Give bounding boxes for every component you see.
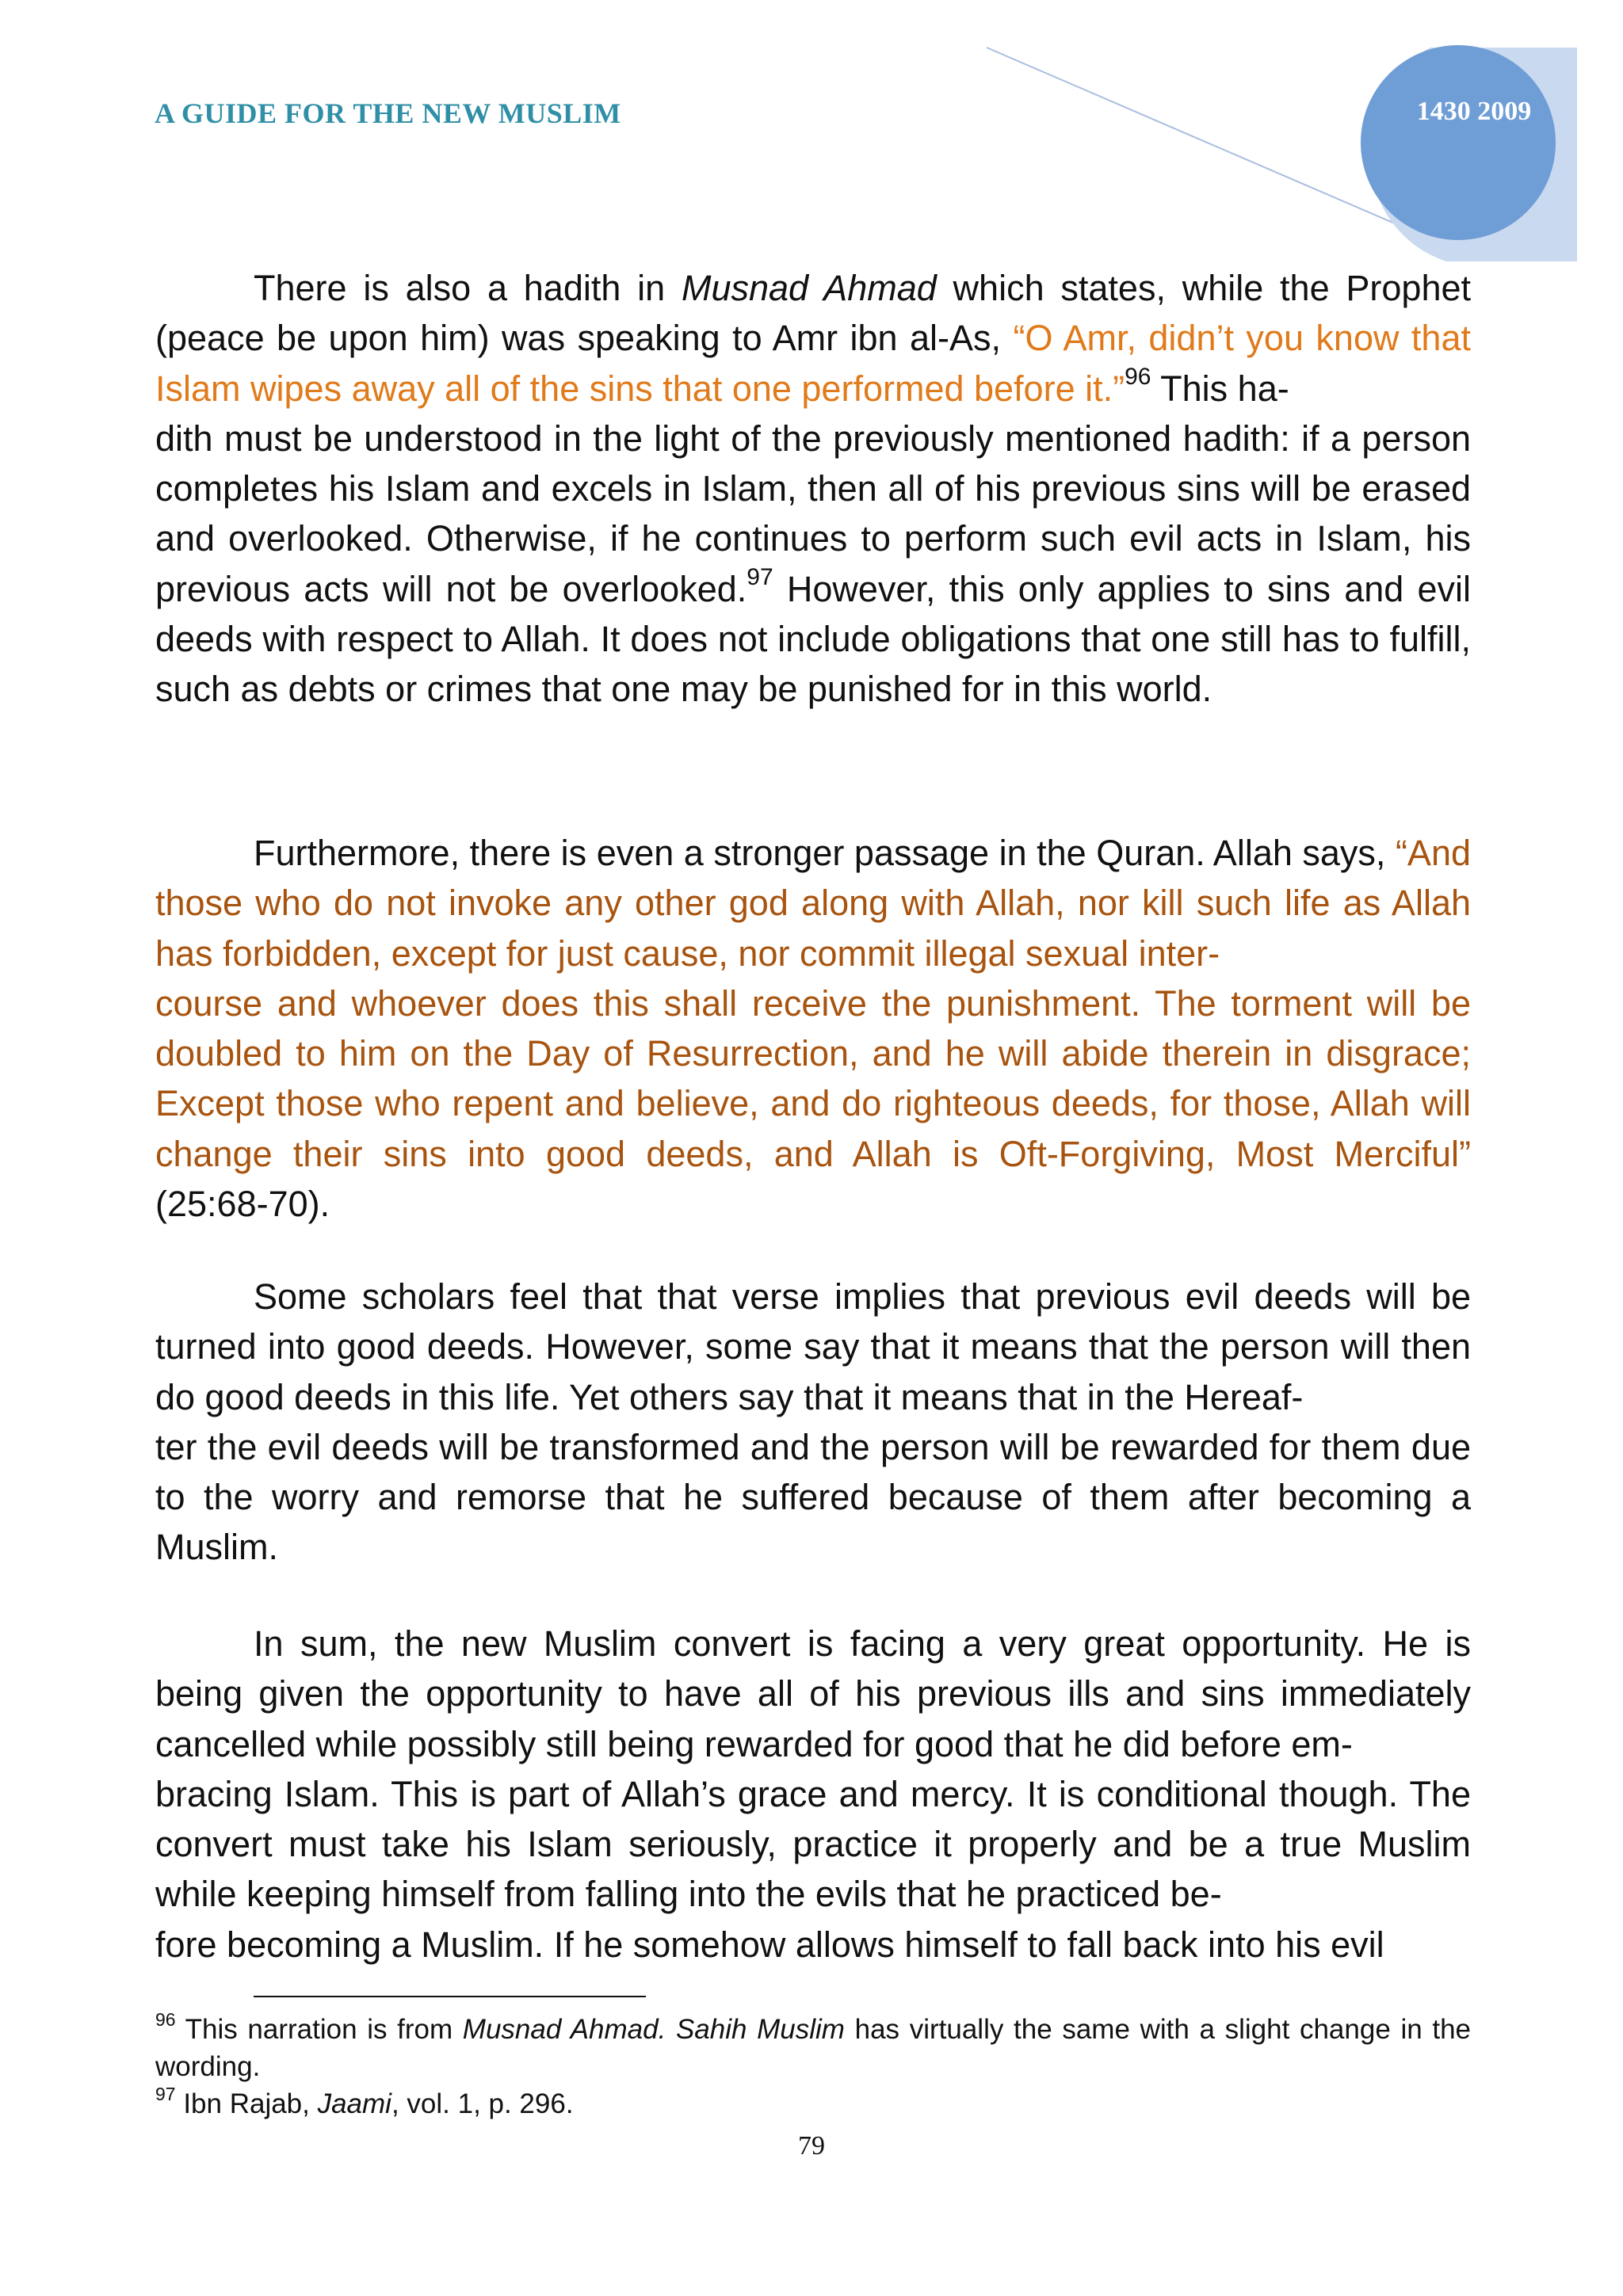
footnotes bbox=[155, 2008, 1472, 2122]
text-run: fore becoming a Muslim. If he somehow allows himself to fall back into his evil bbox=[155, 1924, 1384, 1965]
paragraph-2 bbox=[155, 828, 1471, 1229]
text-run: bracing Islam. This is part of Allah’s grace and mercy. It is conditional though. The convert must take his Islam seriously, practice it properly and be a true Muslim while keeping himself from falling into the evils that he practiced be- bbox=[155, 1773, 1471, 1915]
text-run: Furthermore, there is even a stronger passage in the Quran. Allah says, bbox=[254, 833, 1396, 873]
header-diagonal-line bbox=[987, 48, 1419, 234]
paragraph-3 bbox=[155, 1272, 1471, 1573]
text-run: This narration is from bbox=[175, 2014, 463, 2045]
footnote-ref-96[interactable]: 96 bbox=[1125, 363, 1151, 390]
running-header-year: 1430 2009 bbox=[1416, 97, 1532, 126]
text-run: ter the evil deeds will be transformed and the person will be rewarded for them due to the worry and remorse that he suffered because of them after becoming a Muslim. bbox=[155, 1426, 1471, 1568]
hadith-quote: “O Amr, didn’t you know that Islam wipes away all of the sins that one performed before it.” bbox=[155, 318, 1471, 409]
header-inner-circle bbox=[1361, 45, 1556, 240]
footnote-ref-97[interactable]: 97 bbox=[747, 563, 773, 590]
text-run: In sum, the new Muslim convert is facing a very great opportunity. He is being given the opportunity to have all of his previous ills and sins immediately cancelled while possibly still being rewarded for good that he did before em- bbox=[155, 1623, 1471, 1764]
quran-quote: “And those who do not invoke any other god along with Allah, nor kill such life as Allah has forbidden, except for just cause, nor commit illegal sexual inter- bbox=[155, 833, 1471, 974]
footnote-number: 97 bbox=[155, 2083, 176, 2104]
italic-title: Musnad Ahmad bbox=[681, 268, 937, 308]
text-run: There is also a hadith in bbox=[254, 268, 682, 308]
footnote-number: 96 bbox=[155, 2008, 176, 2030]
italic-title: Musnad Ahmad. Sahih Muslim bbox=[462, 2014, 845, 2045]
footnote-97 bbox=[155, 2085, 1471, 2122]
text-run: which states, while the Prophet (peace be upon him) was speaking to Amr ibn al-As, bbox=[155, 268, 1471, 359]
verse-reference: (25:68-70). bbox=[155, 1184, 330, 1225]
text-run: , vol. 1, p. 296. bbox=[391, 2088, 574, 2119]
paragraph-1 bbox=[155, 263, 1471, 715]
text-run: However, this only applies to sins and evil deeds with respect to Allah. It does not include obligations that one still has to fulfill, such as debts or crimes that one may be punished for in this world. bbox=[155, 568, 1471, 710]
quran-quote: course and whoever does this shall receive the punishment. The torment will be doubled to him on the Day of Resurrection, and he will abide therein in disgrace; Except those who repent and believe, and do righteous deeds, for those, Allah will change their sins into good deeds, and Allah is Oft-Forgiving, Most Merciful” bbox=[155, 982, 1471, 1174]
footnote-96 bbox=[155, 2008, 1472, 2085]
page-number: 79 bbox=[798, 2131, 825, 2161]
text-run: dith must be understood in the light of the previously mentioned hadith: if a person completes his Islam and excels in Islam, then all of his previous sins will be erased and overlooked. Otherwise, if he continues to perform such evil acts in Islam, his previous acts will not be overlooked. bbox=[155, 418, 1471, 609]
footnote-separator bbox=[254, 1996, 646, 1997]
text-run: Some scholars feel that that verse implies that previous evil deeds will be turned into good deeds. However, some say that it means that the person will then do good deeds in this life. Yet others say that it means that in the Hereaf- bbox=[155, 1276, 1471, 1417]
running-header-title: A GUIDE FOR THE NEW MUSLIM bbox=[155, 97, 621, 129]
text-run: This ha- bbox=[1151, 368, 1289, 409]
paragraph-4 bbox=[155, 1619, 1471, 1970]
italic-title: Jaami bbox=[317, 2088, 391, 2119]
text-run: Ibn Rajab, bbox=[175, 2088, 318, 2119]
text-run: has virtually the same with a slight change in the wording. bbox=[155, 2014, 1472, 2082]
